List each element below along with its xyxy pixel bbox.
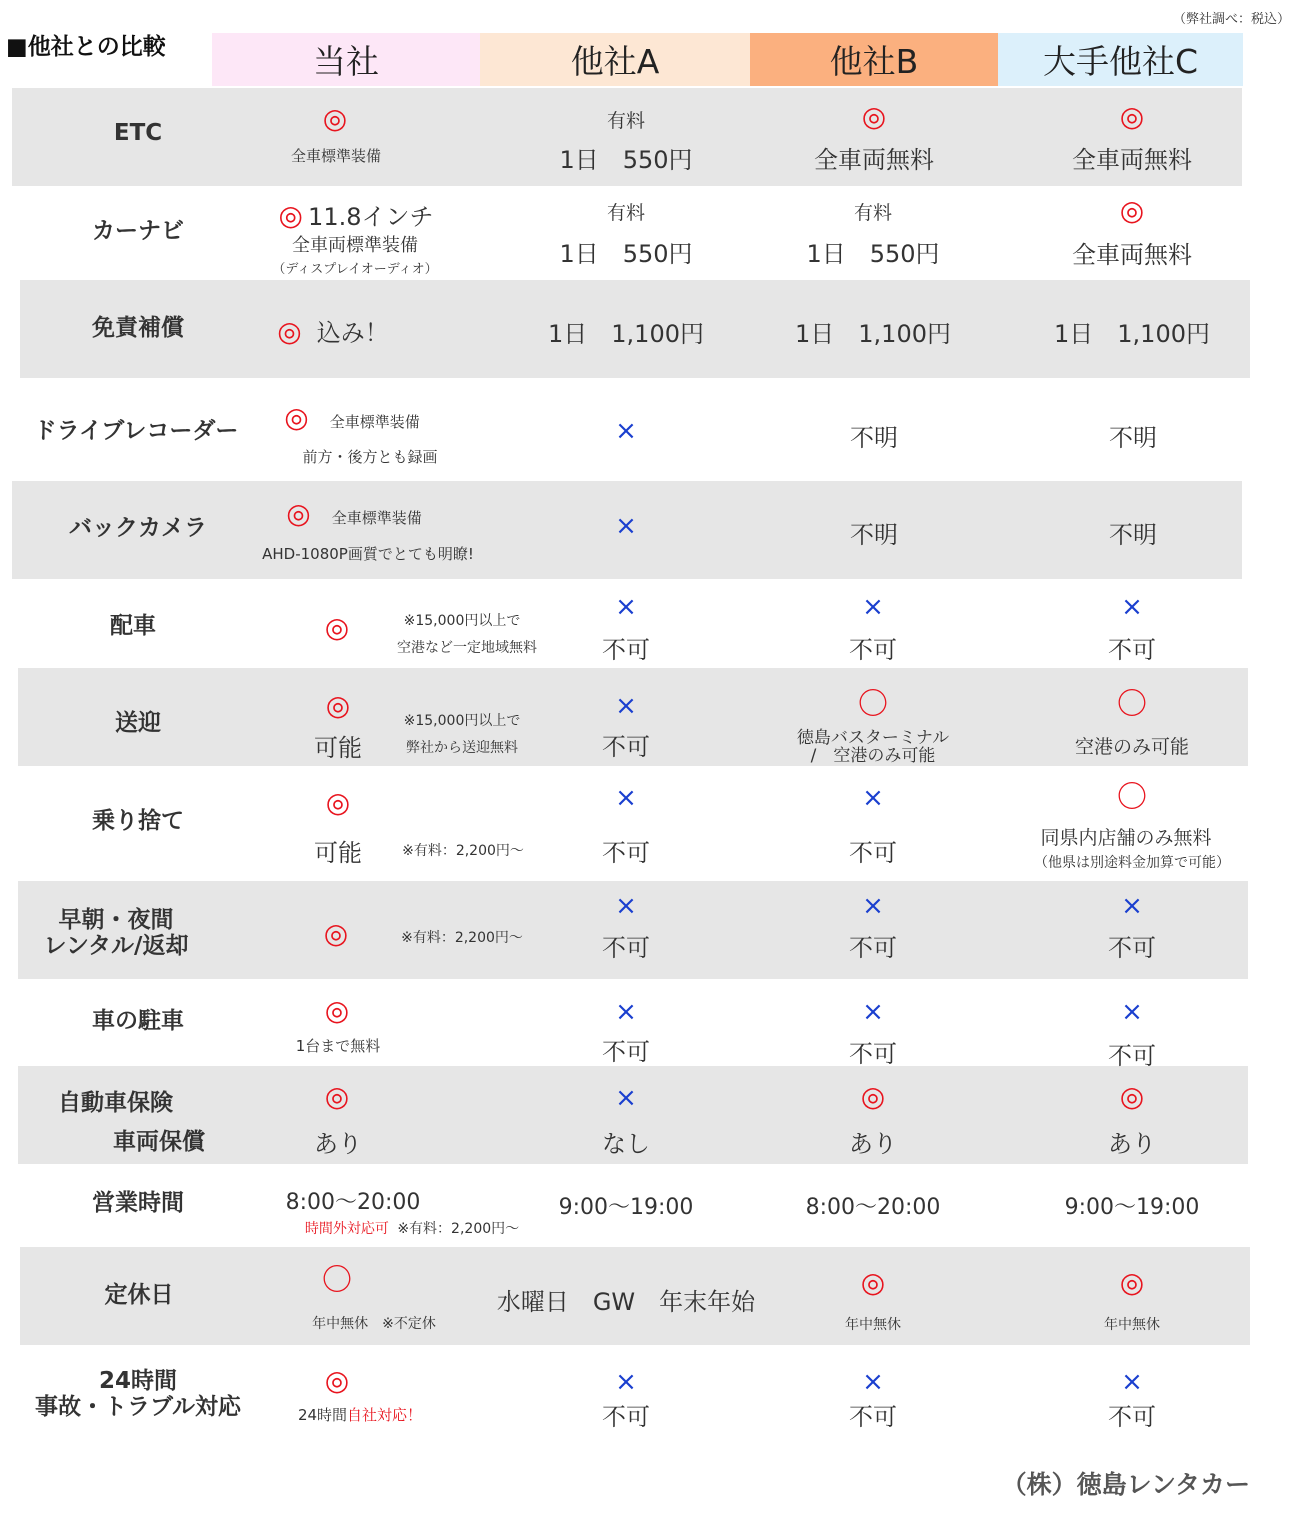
row-label-support-line1: 24時間 <box>98 1368 177 1394</box>
row-label-backcam: バックカメラ <box>69 515 207 541</box>
hours-b-text: 8:00～20:00 <box>805 1195 941 1220</box>
hours-ours-text: 8:00～20:00 <box>285 1190 421 1215</box>
dashcam-ours-note1: 全車標準装備 <box>329 413 420 431</box>
waiver-ours <box>277 313 389 348</box>
backcam-ours <box>286 497 422 530</box>
navi-ours-main <box>279 197 434 232</box>
double-circle-icon: ◎ <box>323 917 349 950</box>
row-label-dashcam: ドライブレコーダー <box>33 418 239 444</box>
support-ours-note <box>298 1404 422 1425</box>
cross-icon: × <box>862 997 884 1027</box>
insurance-ours-text: あり <box>314 1130 362 1158</box>
delivery-a-text: 不可 <box>602 636 650 664</box>
double-circle-icon: ◎ <box>322 102 348 135</box>
double-circle-icon: ◎ <box>324 994 350 1027</box>
delivery-b-text: 不可 <box>849 636 897 664</box>
double-circle-icon: ◎ <box>324 1364 350 1397</box>
oneway-c-line1: 同県内店舗のみ無料 <box>1040 827 1212 849</box>
double-circle-icon: ◎ <box>286 497 311 530</box>
cross-icon: × <box>862 783 884 813</box>
hours-ours-note-red: 時間外対応可 <box>304 1221 389 1237</box>
hours-ours-note <box>305 1218 519 1238</box>
row-label-delivery: 配車 <box>110 613 156 639</box>
cross-icon: × <box>615 511 637 541</box>
holiday-c-note: 年中無休 <box>1104 1317 1160 1333</box>
backcam-c-text: 不明 <box>1109 521 1157 549</box>
navi-b-paid: 有料 <box>853 202 893 224</box>
cross-icon: × <box>615 691 637 721</box>
waiver-ours-text: 込み！ <box>316 319 389 347</box>
row-label-waiver: 免責補償 <box>92 315 184 341</box>
etc-ours-note: 全車標準装備 <box>290 147 382 165</box>
backcam-ours-note2: AHD-1080P画質でとても明瞭! <box>262 545 474 563</box>
circle-icon: 〇 <box>322 1263 352 1298</box>
circle-icon: 〇 <box>1117 687 1147 722</box>
double-circle-icon: ◎ <box>1119 1266 1145 1299</box>
pickup-a-text: 不可 <box>602 733 650 761</box>
dashcam-ours-note2: 前方・後方とも録画 <box>302 448 438 466</box>
etc-c-text: 全車両無料 <box>1072 146 1192 174</box>
navi-ours-sub2: （ディスプレイオーディオ） <box>272 262 438 277</box>
support-b-text: 不可 <box>849 1403 897 1431</box>
delivery-ours-note1: ※15,000円以上で <box>403 613 521 629</box>
dashcam-c-text: 不明 <box>1109 424 1157 452</box>
delivery-c-text: 不可 <box>1108 636 1156 664</box>
double-circle-icon: ◎ <box>325 786 351 819</box>
oneway-c-line2: （他県は別途料金加算で可能） <box>1034 855 1230 871</box>
oneway-ours-note: ※有料：2,200円～ <box>402 843 524 859</box>
cross-icon: × <box>615 783 637 813</box>
cross-icon: × <box>1121 997 1143 1027</box>
holiday-ours-note: 年中無休 ※不定休 <box>312 1316 436 1332</box>
etc-a-price: 1日 550円 <box>559 146 693 174</box>
waiver-b-text: 1日 1,100円 <box>795 320 951 348</box>
header-company-b: 他社B <box>750 33 998 86</box>
row-label-pickup: 送迎 <box>115 710 161 736</box>
insurance-a-text: なし <box>602 1130 650 1158</box>
cross-icon: × <box>615 1083 637 1113</box>
circle-icon: 〇 <box>858 687 888 722</box>
double-circle-icon: ◎ <box>278 199 303 232</box>
row-label-insurance-line2: 車両保償 <box>113 1129 205 1155</box>
pickup-ours-note1: ※15,000円以上で <box>403 713 521 729</box>
circle-icon: 〇 <box>1117 780 1147 815</box>
oneway-a-text: 不可 <box>602 839 650 867</box>
cross-icon: × <box>862 891 884 921</box>
double-circle-icon: ◎ <box>284 401 309 434</box>
pickup-b-line2: / 空港のみ可能 <box>810 746 936 766</box>
waiver-c-text: 1日 1,100円 <box>1054 320 1210 348</box>
pickup-ours-note2: 弊社から送迎無料 <box>406 740 518 756</box>
oneway-b-text: 不可 <box>849 839 897 867</box>
double-circle-icon: ◎ <box>1119 100 1145 133</box>
survey-note: （弊社調べ：税込） <box>1172 12 1290 27</box>
row-label-support-line2: 事故・トラブル対応 <box>34 1394 242 1421</box>
backcam-b-text: 不明 <box>850 521 898 549</box>
navi-a-paid: 有料 <box>606 202 646 224</box>
header-company-c: 大手他社C <box>998 33 1243 86</box>
cross-icon: × <box>1121 592 1143 622</box>
holiday-b-note: 年中無休 <box>845 1317 901 1333</box>
double-circle-icon: ◎ <box>324 1080 350 1113</box>
pickup-c-text: 空港のみ可能 <box>1074 736 1190 758</box>
hours-c-text: 9:00～19:00 <box>1064 1195 1200 1220</box>
row-label-support <box>8 1368 268 1421</box>
cross-icon: × <box>862 592 884 622</box>
row-label-navi: カーナビ <box>92 218 184 244</box>
holiday-a-text: 水曜日 GW 年末年始 <box>496 1288 756 1316</box>
early-ours-note: ※有料：2,200円～ <box>401 930 523 946</box>
oneway-ours-text: 可能 <box>314 839 362 867</box>
parking-b-text: 不可 <box>849 1040 897 1068</box>
header-ours: 当社 <box>212 33 480 86</box>
parking-ours-note: 1台まで無料 <box>295 1037 381 1055</box>
row-label-early <box>0 907 246 960</box>
cross-icon: × <box>615 1367 637 1397</box>
pickup-b-line1: 徳島バスターミナル <box>796 728 950 748</box>
parking-c-text: 不可 <box>1108 1042 1156 1070</box>
cross-icon: × <box>615 592 637 622</box>
row-label-parking: 車の駐車 <box>92 1008 184 1034</box>
navi-c-text: 全車両無料 <box>1072 241 1192 269</box>
row-label-early-line1: 早朝・夜間 <box>58 907 174 933</box>
support-ours-note-pre: 24時間 <box>297 1406 348 1424</box>
navi-a-price: 1日 550円 <box>559 240 693 268</box>
etc-a-paid: 有料 <box>606 110 646 132</box>
double-circle-icon: ◎ <box>277 315 302 348</box>
company-name: （株）徳島レンタカー <box>1001 1470 1250 1499</box>
hours-a-text: 9:00～19:00 <box>558 1195 694 1220</box>
row-label-early-line2: レンタル/返却 <box>43 933 189 960</box>
double-circle-icon: ◎ <box>1119 194 1145 227</box>
early-a-text: 不可 <box>602 934 650 962</box>
delivery-ours-note2: 空港など一定地域無料 <box>397 640 537 656</box>
navi-ours-size: 11.8インチ <box>308 203 434 231</box>
support-c-text: 不可 <box>1108 1403 1156 1431</box>
row-label-etc: ETC <box>113 120 163 146</box>
backcam-ours-note1: 全車標準装備 <box>331 509 422 527</box>
dashcam-b-text: 不明 <box>850 424 898 452</box>
double-circle-icon: ◎ <box>860 1266 886 1299</box>
early-c-text: 不可 <box>1108 934 1156 962</box>
etc-b-text: 全車両無料 <box>814 146 934 174</box>
dashcam-ours <box>284 401 420 434</box>
hours-ours-note-fee: ※有料：2,200円～ <box>397 1221 520 1237</box>
navi-ours-sub: 全車両標準装備 <box>292 235 418 256</box>
navi-b-price: 1日 550円 <box>806 240 940 268</box>
cross-icon: × <box>615 416 637 446</box>
row-label-hours: 営業時間 <box>92 1190 184 1216</box>
header-company-a: 他社A <box>480 33 750 86</box>
double-circle-icon: ◎ <box>861 100 887 133</box>
row-label-holiday: 定休日 <box>104 1282 174 1308</box>
support-a-text: 不可 <box>602 1403 650 1431</box>
double-circle-icon: ◎ <box>325 689 351 722</box>
insurance-c-text: あり <box>1108 1130 1156 1158</box>
early-b-text: 不可 <box>849 934 897 962</box>
pickup-ours-text: 可能 <box>314 734 362 762</box>
cross-icon: × <box>615 891 637 921</box>
cross-icon: × <box>1121 1367 1143 1397</box>
waiver-a-text: 1日 1,100円 <box>548 320 704 348</box>
parking-a-text: 不可 <box>602 1038 650 1066</box>
double-circle-icon: ◎ <box>324 611 350 644</box>
cross-icon: × <box>1121 891 1143 921</box>
double-circle-icon: ◎ <box>1119 1080 1145 1113</box>
insurance-b-text: あり <box>849 1130 897 1158</box>
row-label-insurance-line1: 自動車保険 <box>58 1090 173 1116</box>
row-label-oneway: 乗り捨て <box>92 808 184 834</box>
cross-icon: × <box>615 997 637 1027</box>
double-circle-icon: ◎ <box>860 1080 886 1113</box>
cross-icon: × <box>862 1367 884 1397</box>
support-ours-note-red: 自社対応！ <box>347 1406 423 1424</box>
page-title: ■他社との比較 <box>6 34 166 60</box>
